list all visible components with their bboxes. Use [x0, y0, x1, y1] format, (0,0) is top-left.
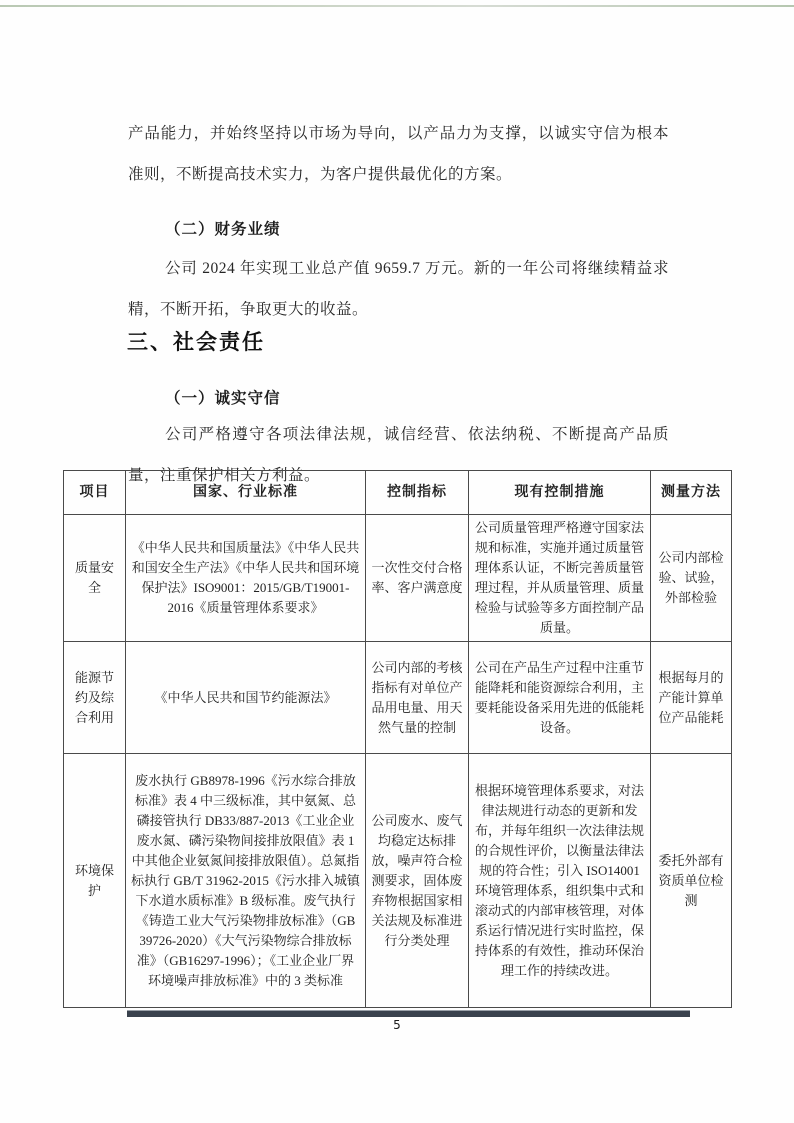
cell-indicator: 一次性交付合格率、客户满意度: [366, 515, 469, 642]
cell-standard: 废水执行 GB8978-1996《污水综合排放标准》表 4 中三级标准，其中氨氮、总磷接管执行 DB33/887-2013《工业企业废水氮、磷污染物间接排放限值》表 1 中其他企业氨氮间接排放限值）。总氮指标执行 GB/T 31962-2015《污水排入城镇下水道水质标准》B 级标准。废气执行《铸造工业大气污染物排放标准》（GB 39726-2020）《大气污染物综合排放标准》（GB16297-1996）；《工业企业厂界环境噪声排放标准》中的 3 类标准: [126, 754, 366, 1008]
cell-standard: 《中华人民共和国节约能源法》: [126, 642, 366, 754]
page-number: 5: [393, 1018, 401, 1032]
top-scan-rule: [0, 5, 794, 7]
heading-integrity: （一）诚实守信: [165, 389, 281, 407]
table-header-row: [64, 471, 732, 515]
cell-indicator: 公司废水、废气均稳定达标排放，噪声符合检测要求，固体废弃物根据国家相关法规及标准进行分类处理: [366, 754, 469, 1008]
table-row: [64, 754, 732, 1008]
cell-measures: 根据环境管理体系要求，对法律法规进行动态的更新和发布，并每年组织一次法律法规的合规性评价，以衡量法律法规的符合性；引入 ISO14001 环境管理体系，组织集中式和滚动式的内部审核管理，对体系运行情况进行实时监控，保持体系的有效性，推动环保治理工作的持续改进。: [469, 754, 651, 1008]
heading-social-responsibility: 三、社会责任: [127, 330, 265, 355]
responsibility-table: [63, 470, 732, 1008]
cell-indicator: 公司内部的考核指标有对单位产品用电量、用天然气量的控制: [366, 642, 469, 754]
header-item: 项目: [64, 471, 126, 515]
table-row: [64, 515, 732, 642]
cell-method: 公司内部检验、试验，外部检验: [651, 515, 732, 642]
header-measures: 现有控制措施: [469, 471, 651, 515]
header-method: 测量方法: [651, 471, 732, 515]
header-indicator: 控制指标: [366, 471, 469, 515]
cell-item: 环境保护: [64, 754, 126, 1008]
paragraph-integrity: 公司严格遵守各项法律法规，诚信经营、依法纳税、不断提高产品质量，注重保护相关方利益。: [128, 425, 669, 484]
paragraph-continuation: 产品能力，并始终坚持以市场为导向，以产品力为支撑，以诚实守信为根本准则，不断提高技术实力，为客户提供最优化的方案。: [128, 124, 669, 183]
cell-item: 能源节约及综合利用: [64, 642, 126, 754]
cell-method: 委托外部有资质单位检测: [651, 754, 732, 1008]
table-row: [64, 642, 732, 754]
footer-rule: [127, 1010, 690, 1017]
cell-item: 质量安全: [64, 515, 126, 642]
heading-finance: （二）财务业绩: [165, 220, 281, 238]
cell-standard: 《中华人民共和国质量法》《中华人民共和国安全生产法》《中华人民共和国环境保护法》ISO9001：2015/GB/T19001-2016《质量管理体系要求》: [126, 515, 366, 642]
cell-measures: 公司质量管理严格遵守国家法规和标准，实施并通过质量管理体系认证，不断完善质量管理过程，并从质量管理、质量检验与试验等多方面控制产品质量。: [469, 515, 651, 642]
paragraph-finance: 公司 2024 年实现工业总产值 9659.7 万元。新的一年公司将继续精益求精，不断开拓，争取更大的收益。: [128, 259, 669, 318]
header-standard: 国家、行业标准: [126, 471, 366, 515]
cell-method: 根据每月的产能计算单位产品能耗: [651, 642, 732, 754]
cell-measures: 公司在产品生产过程中注重节能降耗和能资源综合利用，主要耗能设备采用先进的低能耗设备。: [469, 642, 651, 754]
